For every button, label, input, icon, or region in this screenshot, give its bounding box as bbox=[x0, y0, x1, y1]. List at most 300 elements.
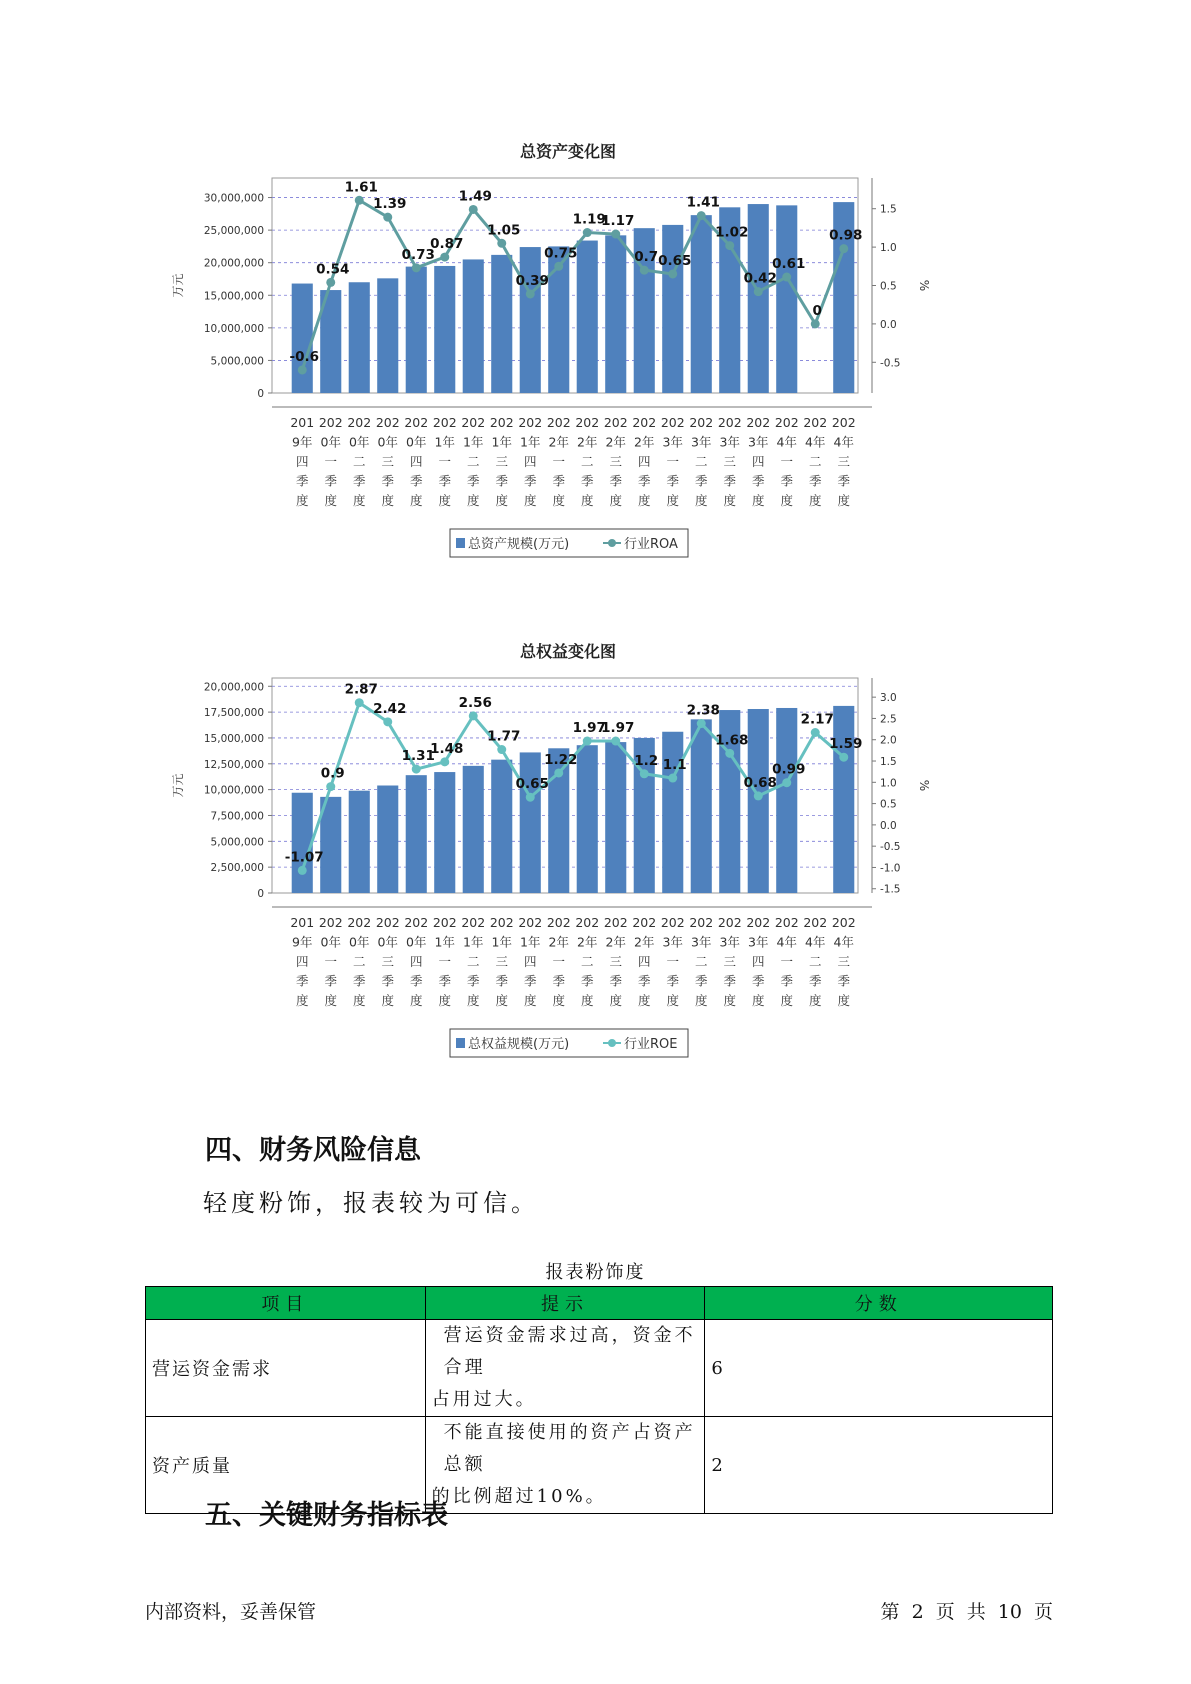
x-tick-label: 2年 bbox=[605, 934, 626, 950]
bar bbox=[491, 760, 512, 893]
x-tick-label: 度 bbox=[495, 493, 509, 508]
x-tick-label: 四 bbox=[751, 454, 765, 469]
data-label: 0.65 bbox=[658, 252, 692, 269]
legend-line-label: 行业ROA bbox=[624, 537, 678, 552]
x-tick-label: 201 bbox=[290, 915, 315, 930]
x-tick-label: 季 bbox=[466, 473, 480, 489]
x-tick-label: 度 bbox=[637, 493, 651, 508]
line-point bbox=[554, 768, 563, 777]
x-tick-label: 一 bbox=[666, 454, 680, 469]
y-right-tick-label: -1.5 bbox=[880, 883, 901, 896]
x-tick-label: 季 bbox=[295, 473, 309, 489]
y-right-tick-label: 0.5 bbox=[880, 280, 897, 293]
y-left-tick-label: 20,000,000 bbox=[203, 257, 264, 270]
line-point bbox=[782, 273, 791, 282]
hint-line: 占用过大。 bbox=[431, 1389, 537, 1410]
x-tick-label: 度 bbox=[523, 993, 537, 1008]
x-tick-label: 度 bbox=[438, 493, 452, 508]
legend-line-marker bbox=[608, 1039, 616, 1047]
x-tick-label: 二 bbox=[808, 454, 822, 469]
data-label: 0.39 bbox=[515, 272, 549, 289]
x-tick-label: 4年 bbox=[805, 934, 826, 950]
bar bbox=[691, 719, 712, 893]
line-point bbox=[554, 262, 563, 271]
x-tick-label: 季 bbox=[780, 473, 794, 489]
x-tick-label: 1年 bbox=[434, 934, 455, 950]
y-right-tick-label: -0.5 bbox=[880, 357, 901, 370]
x-tick-label: 季 bbox=[580, 973, 594, 989]
data-label: 2.38 bbox=[686, 702, 720, 719]
line-point bbox=[412, 263, 421, 272]
x-tick-label: 2年 bbox=[577, 434, 598, 450]
x-tick-label: 3年 bbox=[719, 434, 740, 450]
x-tick-label: 202 bbox=[546, 415, 571, 430]
data-label: -0.6 bbox=[289, 348, 320, 365]
x-tick-label: 季 bbox=[609, 473, 623, 489]
x-tick-label: 季 bbox=[694, 973, 708, 989]
data-label: 0.7 bbox=[634, 249, 659, 266]
bar bbox=[605, 742, 626, 893]
x-tick-label: 9年 bbox=[292, 434, 313, 450]
line-point bbox=[583, 737, 592, 746]
x-tick-label: 202 bbox=[803, 415, 828, 430]
x-tick-label: 3年 bbox=[748, 434, 769, 450]
x-tick-label: 度 bbox=[780, 993, 794, 1008]
y-left-tick-label: 0 bbox=[257, 388, 264, 400]
x-tick-label: 四 bbox=[637, 954, 651, 969]
hint-line: 营运资金需求过高，资金不合理 bbox=[443, 1325, 696, 1378]
x-tick-label: 202 bbox=[603, 415, 628, 430]
x-tick-label: 度 bbox=[295, 493, 309, 508]
x-tick-label: 季 bbox=[409, 973, 423, 989]
line-point bbox=[782, 778, 791, 787]
x-tick-label: 202 bbox=[546, 915, 571, 930]
table-caption: 报表粉饰度 bbox=[545, 1262, 646, 1283]
x-tick-label: 0年 bbox=[349, 434, 370, 450]
data-label: 1.2 bbox=[634, 752, 659, 769]
x-tick-label: 度 bbox=[723, 493, 737, 508]
line-point bbox=[839, 244, 848, 253]
x-tick-label: 3年 bbox=[748, 934, 769, 950]
y-left-tick-label: 5,000,000 bbox=[210, 836, 264, 849]
data-label: 1.97 bbox=[601, 720, 635, 737]
line-point bbox=[697, 211, 706, 220]
line-point bbox=[497, 239, 506, 248]
bar bbox=[434, 772, 455, 893]
data-label: 1.19 bbox=[572, 211, 606, 228]
x-tick-label: 度 bbox=[409, 493, 423, 508]
y-left-tick-label: 12,500,000 bbox=[203, 758, 264, 771]
bar bbox=[520, 752, 541, 893]
bar bbox=[748, 709, 769, 893]
x-tick-label: 202 bbox=[803, 915, 828, 930]
x-tick-label: 1年 bbox=[491, 934, 512, 950]
x-tick-label: 季 bbox=[723, 973, 737, 989]
x-tick-label: 度 bbox=[438, 993, 452, 1008]
x-tick-label: 四 bbox=[295, 954, 309, 969]
x-tick-label: 2年 bbox=[577, 934, 598, 950]
line-point bbox=[383, 213, 392, 222]
y-left-tick-label: 15,000,000 bbox=[203, 732, 264, 745]
y-left-tick-label: 2,500,000 bbox=[210, 862, 264, 875]
x-tick-label: 二 bbox=[580, 454, 594, 469]
x-tick-label: 四 bbox=[409, 954, 423, 969]
line-point bbox=[326, 782, 335, 791]
x-tick-label: 一 bbox=[780, 954, 794, 969]
bar bbox=[406, 267, 427, 393]
x-tick-label: 1年 bbox=[463, 434, 484, 450]
x-tick-label: 0年 bbox=[320, 934, 341, 950]
data-label: 0.98 bbox=[829, 227, 863, 244]
table-row bbox=[146, 1320, 1053, 1417]
line-point bbox=[811, 728, 820, 737]
x-tick-label: 0年 bbox=[377, 934, 398, 950]
x-tick-label: 季 bbox=[666, 473, 680, 489]
bar bbox=[776, 205, 797, 393]
x-tick-label: 202 bbox=[746, 915, 771, 930]
bar bbox=[776, 708, 797, 893]
row-score: 6 bbox=[705, 1320, 1053, 1417]
data-label: 0.73 bbox=[401, 246, 435, 263]
x-tick-label: 3年 bbox=[691, 934, 712, 950]
x-tick-label: 202 bbox=[461, 915, 486, 930]
x-tick-label: 度 bbox=[324, 993, 338, 1008]
line-point bbox=[355, 196, 364, 205]
data-label: 0.42 bbox=[743, 270, 777, 287]
section-4-heading: 四、财务风险信息 bbox=[205, 1135, 421, 1166]
y-right-tick-label: 1.0 bbox=[880, 242, 897, 255]
x-tick-label: 季 bbox=[495, 973, 509, 989]
line-point bbox=[640, 769, 649, 778]
y-right-tick-label: 0.0 bbox=[880, 318, 897, 331]
x-tick-label: 0年 bbox=[349, 934, 370, 950]
chart-title: 总资产变化图 bbox=[519, 142, 617, 161]
x-tick-label: 四 bbox=[295, 454, 309, 469]
x-tick-label: 季 bbox=[637, 473, 651, 489]
y-left-tick-label: 17,500,000 bbox=[203, 707, 264, 720]
x-tick-label: 季 bbox=[837, 973, 851, 989]
x-tick-label: 度 bbox=[466, 993, 480, 1008]
x-tick-label: 202 bbox=[461, 415, 486, 430]
x-tick-label: 202 bbox=[689, 915, 714, 930]
data-label: 1.49 bbox=[458, 188, 492, 205]
legend-line-label: 行业ROE bbox=[624, 1037, 678, 1052]
section-5-heading: 五、关键财务指标表 bbox=[205, 1500, 448, 1531]
x-tick-label: 202 bbox=[432, 415, 457, 430]
chart-svg bbox=[160, 140, 960, 590]
x-tick-label: 二 bbox=[694, 454, 708, 469]
x-tick-label: 季 bbox=[381, 473, 395, 489]
line-point bbox=[611, 737, 620, 746]
x-tick-label: 度 bbox=[637, 993, 651, 1008]
x-tick-label: 202 bbox=[632, 915, 657, 930]
y-right-axis-label: % bbox=[917, 279, 931, 292]
x-tick-label: 1年 bbox=[491, 434, 512, 450]
x-tick-label: 3年 bbox=[691, 434, 712, 450]
line-point bbox=[583, 228, 592, 237]
x-tick-label: 202 bbox=[518, 415, 543, 430]
data-label: -1.07 bbox=[284, 849, 324, 866]
data-label: 0.9 bbox=[320, 765, 345, 782]
x-tick-label: 三 bbox=[723, 454, 737, 469]
x-tick-label: 4年 bbox=[833, 934, 854, 950]
data-label: 1.48 bbox=[430, 740, 464, 757]
x-tick-label: 度 bbox=[837, 493, 851, 508]
x-tick-label: 季 bbox=[352, 973, 366, 989]
x-tick-label: 4年 bbox=[776, 934, 797, 950]
bar bbox=[662, 225, 683, 393]
line-point bbox=[839, 753, 848, 762]
line-point bbox=[298, 866, 307, 875]
x-tick-label: 2年 bbox=[634, 434, 655, 450]
y-right-tick-label: 2.5 bbox=[880, 713, 897, 726]
x-tick-label: 2年 bbox=[634, 934, 655, 950]
bar bbox=[691, 215, 712, 393]
data-label: 1.1 bbox=[662, 757, 687, 774]
row-item: 资产质量 bbox=[146, 1417, 426, 1514]
x-tick-label: 季 bbox=[609, 973, 623, 989]
header-item: 项目 bbox=[146, 1287, 426, 1320]
header-score: 分数 bbox=[705, 1287, 1053, 1320]
x-tick-label: 季 bbox=[694, 473, 708, 489]
footer-confidential: 内部资料，妥善保管 bbox=[145, 1601, 317, 1623]
y-left-tick-label: 15,000,000 bbox=[203, 290, 264, 303]
x-tick-label: 0年 bbox=[406, 434, 427, 450]
x-tick-label: 度 bbox=[808, 993, 822, 1008]
x-tick-label: 4年 bbox=[833, 434, 854, 450]
data-label: 1.41 bbox=[686, 194, 720, 211]
x-tick-label: 一 bbox=[438, 954, 452, 969]
data-label: 0.61 bbox=[772, 256, 806, 273]
x-tick-label: 三 bbox=[495, 954, 509, 969]
x-tick-label: 季 bbox=[666, 973, 680, 989]
line-point bbox=[754, 791, 763, 800]
bar bbox=[577, 745, 598, 893]
row-hint bbox=[425, 1320, 705, 1417]
bar bbox=[406, 775, 427, 893]
y-left-axis-label: 万元 bbox=[171, 773, 185, 798]
x-tick-label: 2年 bbox=[548, 934, 569, 950]
x-tick-label: 季 bbox=[780, 973, 794, 989]
x-tick-label: 季 bbox=[751, 973, 765, 989]
x-tick-label: 四 bbox=[409, 454, 423, 469]
x-tick-label: 202 bbox=[347, 915, 372, 930]
x-tick-label: 2年 bbox=[548, 434, 569, 450]
x-tick-label: 度 bbox=[580, 493, 594, 508]
data-label: 1.77 bbox=[487, 728, 521, 745]
line-point bbox=[811, 319, 820, 328]
bar bbox=[748, 204, 769, 393]
y-left-tick-label: 0 bbox=[257, 888, 264, 900]
y-right-axis-label: % bbox=[917, 779, 931, 792]
legend-bar-swatch bbox=[456, 1038, 465, 1048]
x-tick-label: 一 bbox=[780, 454, 794, 469]
data-label: 0.54 bbox=[316, 261, 350, 278]
x-tick-label: 202 bbox=[518, 915, 543, 930]
x-tick-label: 三 bbox=[609, 954, 623, 969]
x-tick-label: 202 bbox=[831, 915, 856, 930]
y-left-tick-label: 7,500,000 bbox=[210, 810, 264, 823]
bar bbox=[292, 793, 313, 893]
x-tick-label: 季 bbox=[352, 473, 366, 489]
x-tick-label: 季 bbox=[295, 973, 309, 989]
x-tick-label: 201 bbox=[290, 415, 315, 430]
x-tick-label: 季 bbox=[580, 473, 594, 489]
x-tick-label: 三 bbox=[495, 454, 509, 469]
bar bbox=[434, 266, 455, 393]
x-tick-label: 202 bbox=[575, 415, 600, 430]
line-point bbox=[469, 711, 478, 720]
x-tick-label: 4年 bbox=[776, 434, 797, 450]
x-tick-label: 3年 bbox=[662, 934, 683, 950]
line-point bbox=[383, 717, 392, 726]
x-tick-label: 度 bbox=[609, 493, 623, 508]
x-tick-label: 202 bbox=[375, 915, 400, 930]
x-tick-label: 度 bbox=[837, 993, 851, 1008]
y-right-tick-label: 3.0 bbox=[880, 692, 897, 705]
x-tick-label: 202 bbox=[375, 415, 400, 430]
x-tick-label: 度 bbox=[694, 993, 708, 1008]
row-score: 2 bbox=[705, 1417, 1053, 1514]
data-label: 1.22 bbox=[544, 751, 578, 768]
data-label: 1.05 bbox=[487, 222, 521, 239]
x-tick-label: 季 bbox=[552, 973, 566, 989]
x-tick-label: 202 bbox=[660, 415, 685, 430]
x-tick-label: 二 bbox=[352, 454, 366, 469]
data-label: 0 bbox=[812, 302, 822, 319]
data-label: 2.87 bbox=[344, 681, 378, 698]
x-tick-label: 度 bbox=[666, 993, 680, 1008]
x-tick-label: 度 bbox=[352, 993, 366, 1008]
x-tick-label: 度 bbox=[466, 493, 480, 508]
line-point bbox=[725, 749, 734, 758]
x-tick-label: 202 bbox=[489, 415, 514, 430]
bar bbox=[577, 241, 598, 393]
bar bbox=[605, 235, 626, 393]
x-tick-label: 1年 bbox=[434, 434, 455, 450]
bar bbox=[377, 278, 398, 393]
line-point bbox=[440, 757, 449, 766]
bar bbox=[349, 282, 370, 393]
x-tick-label: 四 bbox=[637, 454, 651, 469]
x-tick-label: 度 bbox=[523, 493, 537, 508]
x-tick-label: 一 bbox=[324, 954, 338, 969]
x-tick-label: 202 bbox=[318, 915, 343, 930]
x-tick-label: 度 bbox=[352, 493, 366, 508]
x-tick-label: 度 bbox=[495, 993, 509, 1008]
x-tick-label: 二 bbox=[352, 954, 366, 969]
x-tick-label: 季 bbox=[324, 473, 338, 489]
x-tick-label: 202 bbox=[404, 415, 429, 430]
bar bbox=[491, 255, 512, 393]
y-right-tick-label: -1.0 bbox=[880, 862, 901, 875]
legend bbox=[450, 529, 688, 557]
x-tick-label: 度 bbox=[381, 493, 395, 508]
bar bbox=[377, 786, 398, 894]
x-tick-label: 0年 bbox=[377, 434, 398, 450]
x-tick-label: 度 bbox=[751, 493, 765, 508]
line-point bbox=[697, 719, 706, 728]
x-tick-label: 度 bbox=[295, 993, 309, 1008]
x-tick-label: 202 bbox=[575, 915, 600, 930]
x-tick-label: 二 bbox=[466, 454, 480, 469]
x-tick-label: 度 bbox=[324, 493, 338, 508]
x-tick-label: 季 bbox=[381, 973, 395, 989]
legend bbox=[450, 1029, 688, 1057]
x-tick-label: 9年 bbox=[292, 934, 313, 950]
line-point bbox=[469, 205, 478, 214]
legend-bar-label: 总权益规模(万元) bbox=[468, 1037, 570, 1052]
line-point bbox=[668, 774, 677, 783]
data-label: 1.59 bbox=[829, 736, 863, 753]
bar bbox=[662, 732, 683, 893]
x-tick-label: 202 bbox=[831, 415, 856, 430]
line-point bbox=[526, 793, 535, 802]
x-tick-label: 三 bbox=[381, 954, 395, 969]
x-tick-label: 季 bbox=[324, 973, 338, 989]
x-tick-label: 三 bbox=[837, 454, 851, 469]
bar bbox=[520, 247, 541, 393]
y-left-axis-label: 万元 bbox=[171, 273, 185, 298]
x-tick-label: 1年 bbox=[463, 934, 484, 950]
data-label: 1.61 bbox=[344, 179, 378, 196]
footer-page-number: 第 2 页 共 10 页 bbox=[880, 1601, 1053, 1623]
data-label: 0.99 bbox=[772, 761, 806, 778]
line-point bbox=[440, 253, 449, 262]
risk-table bbox=[145, 1286, 1053, 1514]
y-left-tick-label: 10,000,000 bbox=[203, 322, 264, 335]
x-tick-label: 季 bbox=[466, 973, 480, 989]
line-point bbox=[611, 230, 620, 239]
x-tick-label: 202 bbox=[717, 415, 742, 430]
x-tick-label: 一 bbox=[552, 954, 566, 969]
y-right-tick-label: 2.0 bbox=[880, 734, 897, 747]
x-tick-label: 202 bbox=[404, 915, 429, 930]
x-tick-label: 季 bbox=[808, 473, 822, 489]
x-tick-label: 202 bbox=[660, 915, 685, 930]
x-tick-label: 季 bbox=[723, 473, 737, 489]
x-tick-label: 季 bbox=[409, 473, 423, 489]
x-tick-label: 二 bbox=[580, 954, 594, 969]
x-tick-label: 四 bbox=[523, 954, 537, 969]
x-tick-label: 202 bbox=[774, 915, 799, 930]
data-label: 2.56 bbox=[458, 694, 492, 711]
x-tick-label: 202 bbox=[774, 415, 799, 430]
x-tick-label: 202 bbox=[717, 915, 742, 930]
x-tick-label: 季 bbox=[523, 973, 537, 989]
x-tick-label: 度 bbox=[751, 993, 765, 1008]
x-tick-label: 度 bbox=[694, 493, 708, 508]
data-label: 1.39 bbox=[373, 196, 407, 213]
x-tick-label: 202 bbox=[347, 415, 372, 430]
line-point bbox=[668, 269, 677, 278]
line-point bbox=[326, 278, 335, 287]
x-tick-label: 季 bbox=[523, 473, 537, 489]
x-tick-label: 度 bbox=[381, 993, 395, 1008]
x-tick-label: 度 bbox=[666, 493, 680, 508]
x-tick-label: 季 bbox=[495, 473, 509, 489]
data-label: 1.31 bbox=[401, 748, 435, 765]
y-right-tick-label: 1.5 bbox=[880, 203, 897, 216]
x-tick-label: 度 bbox=[808, 493, 822, 508]
line-point bbox=[640, 266, 649, 275]
x-tick-label: 202 bbox=[603, 915, 628, 930]
x-tick-label: 1年 bbox=[520, 434, 541, 450]
bar bbox=[292, 284, 313, 393]
x-tick-label: 3年 bbox=[719, 934, 740, 950]
x-tick-label: 度 bbox=[552, 993, 566, 1008]
row-item: 营运资金需求 bbox=[146, 1320, 426, 1417]
